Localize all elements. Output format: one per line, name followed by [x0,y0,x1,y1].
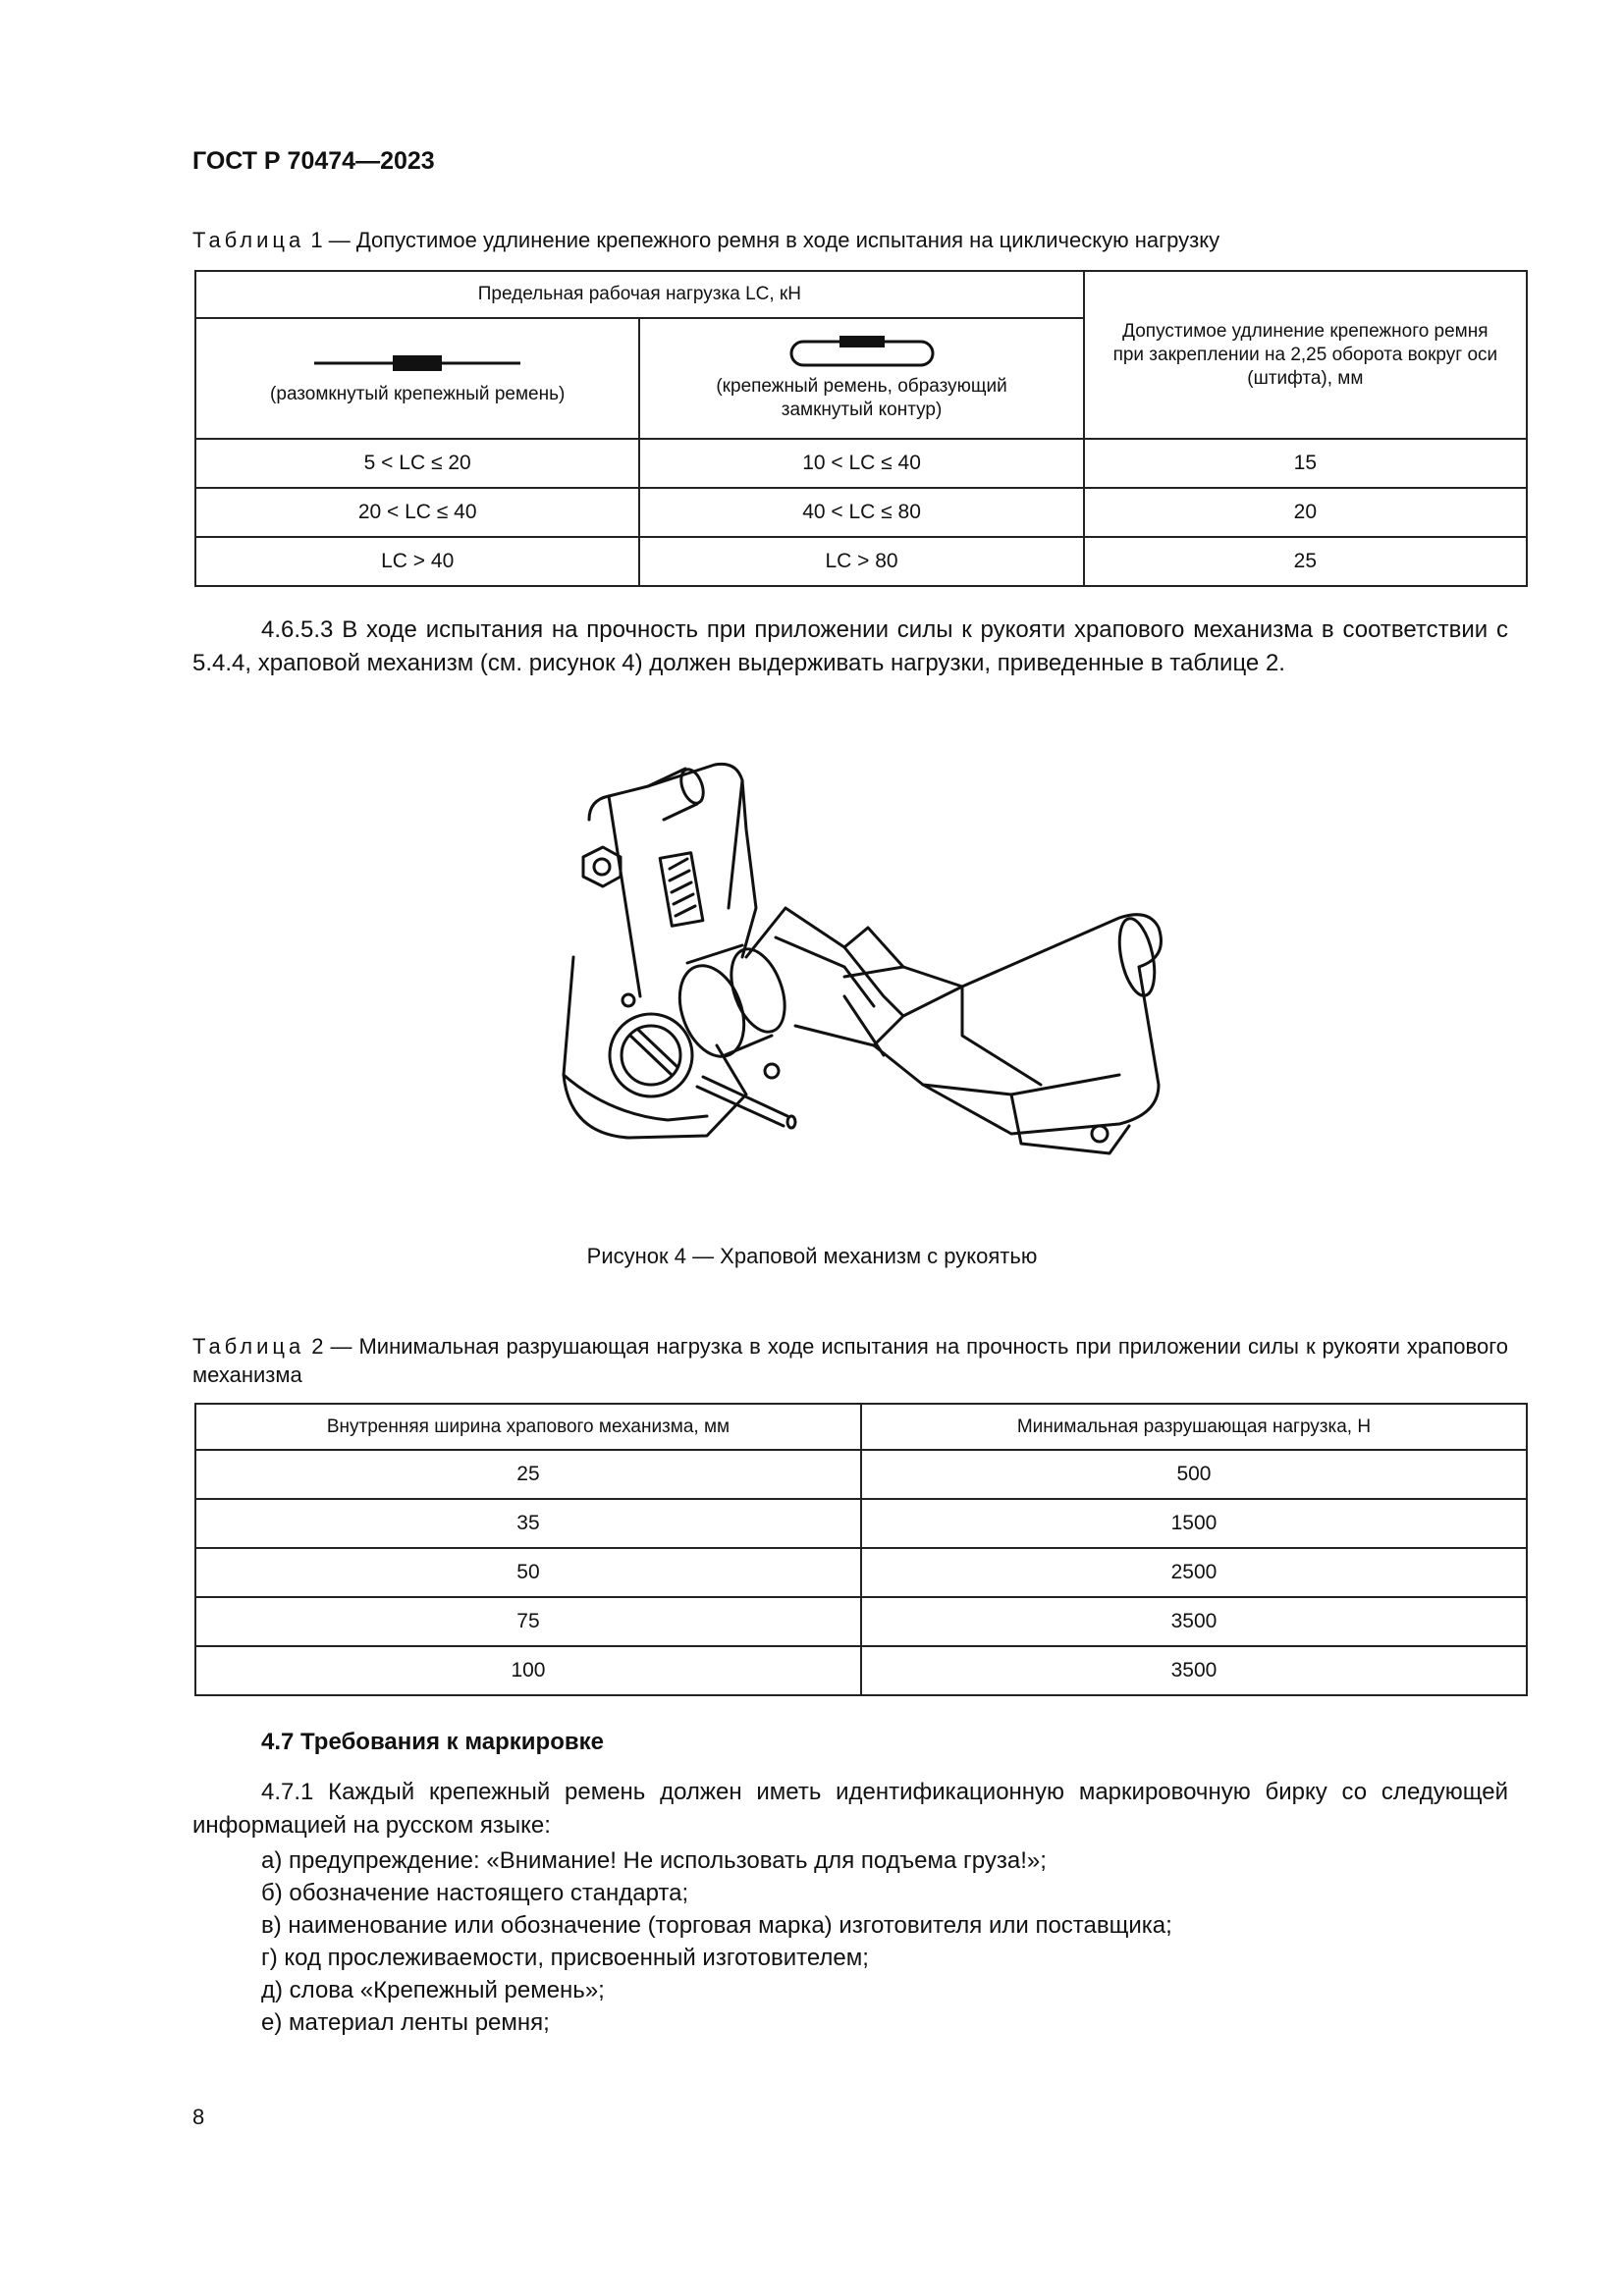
list-item: б) обозначение настоящего стандарта; [261,1880,689,1906]
open-strap-icon [314,351,520,375]
table1-col1-label: (разомкнутый крепежный ремень) [270,383,566,404]
marking-list [261,1844,1172,2039]
page-number: 8 [192,2105,205,2129]
list-item: д) слова «Крепежный ремень»; [261,1977,605,2003]
table1-cell: 40 < LC ≤ 80 [639,488,1083,537]
table2-cell: 75 [195,1597,861,1646]
ratchet-mechanism-figure [550,761,1178,1193]
table1-col3-header: Допустимое удлинение крепежного ремня при закреплении на 2,25 оборота вокруг оси (штифта), мм [1084,271,1527,439]
table2-cell: 3500 [861,1597,1527,1646]
figure-caption: Рисунок 4 — Храповой механизм с рукоятью [586,1244,1038,1268]
table1-cell: 20 [1084,488,1527,537]
table1-cell: 20 < LC ≤ 40 [195,488,639,537]
table1-cell: LC > 80 [639,537,1083,586]
table1-caption-text: 1 — Допустимое удлинение крепежного ремня в ходе испытания на циклическую нагрузку [310,228,1220,252]
table2-cell: 2500 [861,1548,1527,1597]
table-2 [194,1403,1528,1696]
table2-cell: 1500 [861,1499,1527,1548]
list-item: а) предупреждение: «Внимание! Не использовать для подъема груза!»; [261,1847,1047,1874]
table2-caption-text: 2 — Минимальная разрушающая нагрузка в ходе испытания на прочность при приложении силы к рукояти храпового механизма [192,1334,1508,1387]
document-code: ГОСТ Р 70474—2023 [192,147,435,175]
table2-cell: 500 [861,1450,1527,1499]
table1-cell: 15 [1084,439,1527,488]
paragraph-4-7-1: 4.7.1 Каждый крепежный ремень должен иметь идентификационную маркировочную бирку со следующей информацией на русском языке: [192,1779,1508,1839]
list-item: г) код прослеживаемости, присвоенный изготовителем; [261,1945,869,1971]
table2-col2-header: Минимальная разрушающая нагрузка, Н [861,1404,1527,1450]
table1-group-header: Предельная рабочая нагрузка LC, кН [195,271,1084,318]
list-item: в) наименование или обозначение (торговая марка) изготовителя или поставщика; [261,1912,1172,1939]
list-item: е) материал ленты ремня; [261,2009,550,2036]
table2-caption [192,1332,1508,1389]
table1-caption [192,226,1508,254]
table1-col1-header [195,318,639,439]
table1-cell: 10 < LC ≤ 40 [639,439,1083,488]
table1-cell: 5 < LC ≤ 20 [195,439,639,488]
table2-cell: 35 [195,1499,861,1548]
table1-col2-header [639,318,1083,439]
table2-cell: 100 [195,1646,861,1695]
table1-caption-lead: Таблица [192,228,305,252]
table2-cell: 50 [195,1548,861,1597]
table2-col1-header: Внутренняя ширина храпового механизма, мм [195,1404,861,1450]
table2-cell: 3500 [861,1646,1527,1695]
table1-cell: 25 [1084,537,1527,586]
paragraph-4-6-5-3: 4.6.5.3 В ходе испытания на прочность при приложении силы к рукояти храпового механизма в соответствии с 5.4.4, храповой механизм (см. рисунок 4) должен выдерживать нагрузки, приведенные в таблице 2. [192,616,1508,676]
section-heading-4-7: 4.7 Требования к маркировке [261,1729,604,1755]
table2-caption-lead: Таблица [192,1334,305,1359]
table-1 [194,270,1528,587]
table1-col2-label: (крепежный ремень, образующий замкнутый контур) [716,375,1007,420]
table1-cell: LC > 40 [195,537,639,586]
closed-loop-strap-icon [788,336,936,369]
table2-cell: 25 [195,1450,861,1499]
